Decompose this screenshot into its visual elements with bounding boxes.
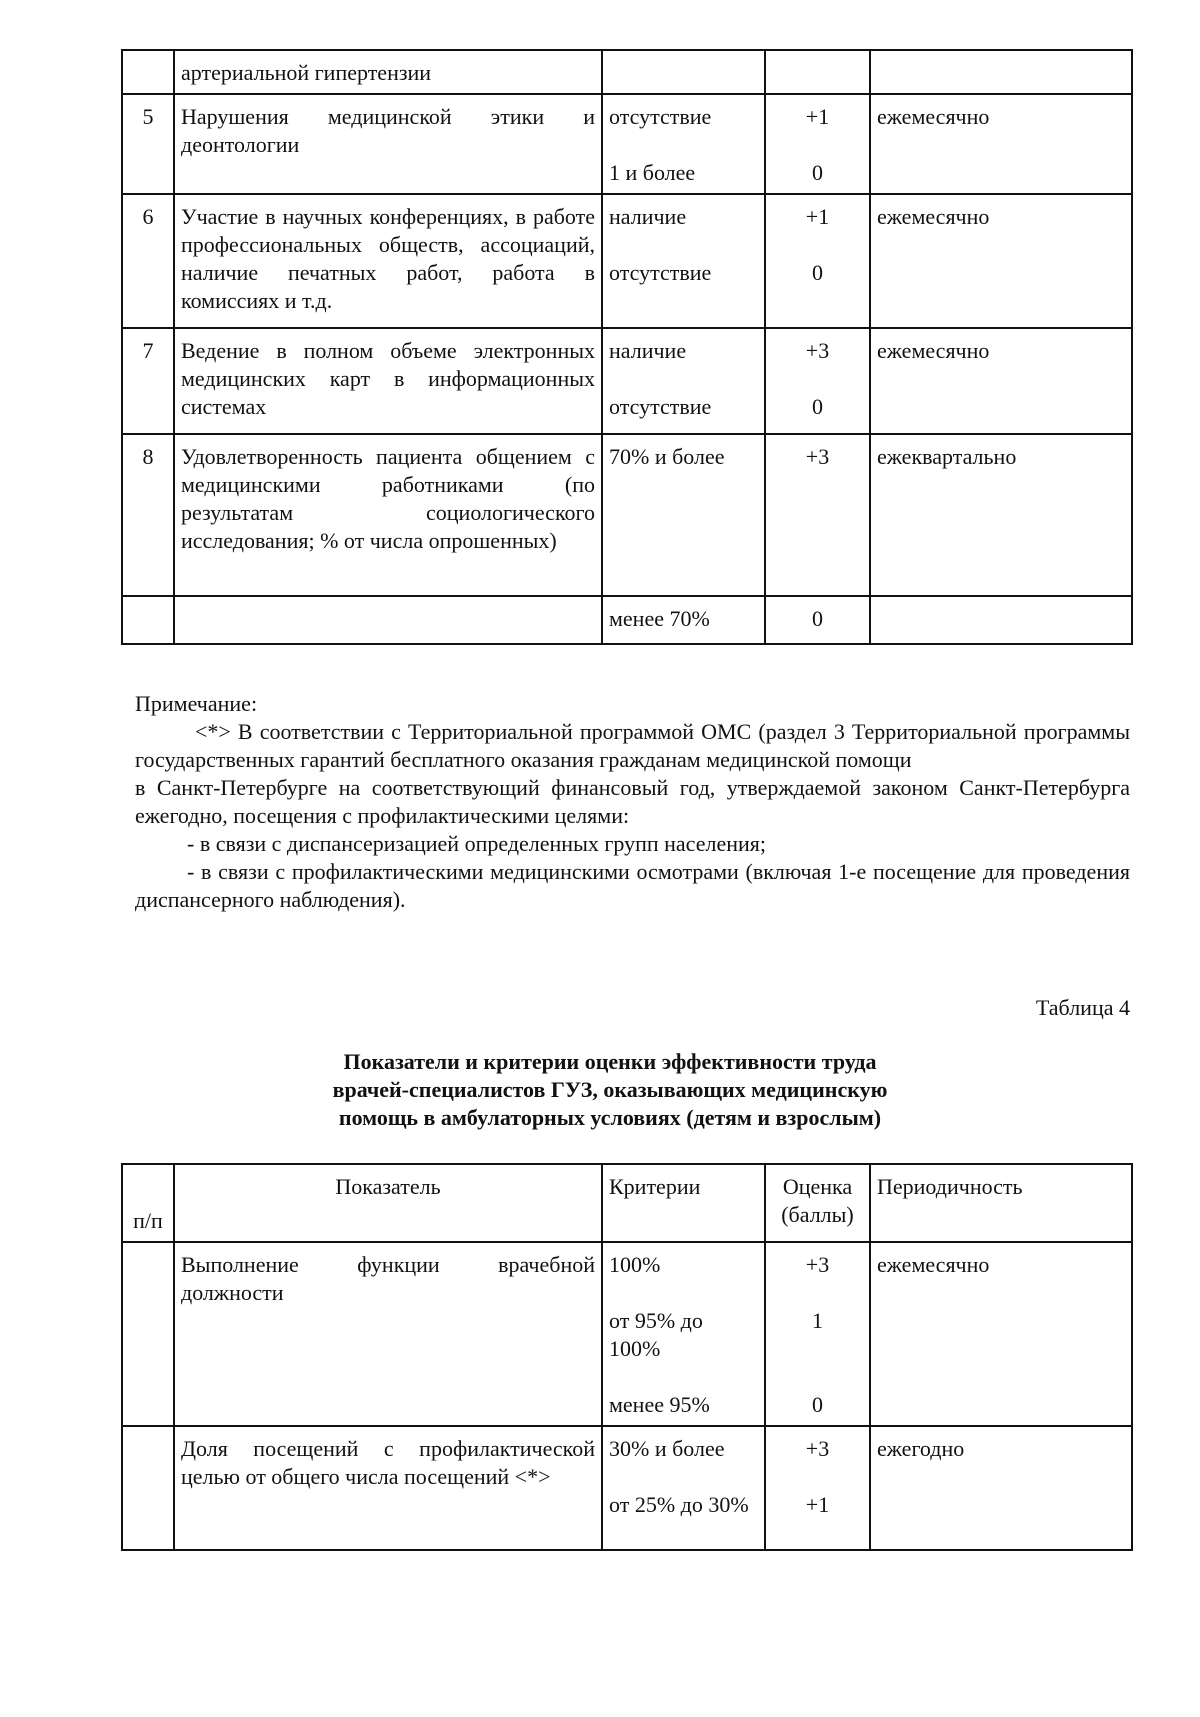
table-row — [122, 434, 1132, 596]
score-cell: +3 — [765, 434, 870, 596]
criteria-table-3 — [121, 49, 1133, 645]
indicator-cell: артериальной гипертензии — [174, 50, 602, 94]
score-cell: +3 1 0 — [765, 1242, 870, 1426]
period-cell — [870, 596, 1132, 644]
indicator-cell: Удовлетворенность пациента общением с медицинскими работниками (по результатам социологического исследования; % от числа опрошенных) — [174, 434, 602, 596]
note-paragraph: в Санкт-Петербурге на соответствующий финансовый год, утверждаемой законом Санкт-Петербурга ежегодно, посещения с профилактическими целями: — [135, 775, 1130, 828]
criteria-cell: 70% и более — [602, 434, 765, 596]
score-cell — [765, 50, 870, 94]
table-title: Показатели и критерии оценки эффективности труда врачей-специалистов ГУЗ, оказывающих медицинскую помощь в амбулаторных условиях (детям и взрослым) — [332, 1049, 888, 1130]
indicator-cell: Выполнение функции врачебной должности — [174, 1242, 602, 1426]
column-header-indicator: Показатель — [174, 1164, 602, 1242]
criteria-cell: 100% от 95% до 100% менее 95% — [602, 1242, 765, 1426]
period-cell: ежемесячно — [870, 328, 1132, 434]
column-header-num: п/п — [122, 1164, 174, 1242]
row-number: 5 — [122, 94, 174, 194]
table-row — [122, 194, 1132, 328]
period-cell: ежегодно — [870, 1426, 1132, 1550]
row-number — [122, 596, 174, 644]
table-row — [122, 1242, 1132, 1426]
score-cell: 0 — [765, 596, 870, 644]
indicator-cell: Ведение в полном объеме электронных медицинских карт в информационных системах — [174, 328, 602, 434]
note-paragraph: <*> В соответствии с Территориальной программой ОМС (раздел 3 Территориальной программы государственных гарантий бесплатного оказания гражданам медицинской помощи — [135, 719, 1130, 772]
footnote-block — [135, 690, 1130, 914]
period-cell: ежемесячно — [870, 1242, 1132, 1426]
criteria-table-4 — [121, 1163, 1133, 1551]
criteria-cell: наличие отсутствие — [602, 328, 765, 434]
note-heading: Примечание: — [135, 691, 258, 716]
table-row — [122, 1426, 1132, 1550]
row-number: 6 — [122, 194, 174, 328]
table-header-row — [122, 1164, 1132, 1242]
period-cell — [870, 50, 1132, 94]
score-cell: +3 +1 — [765, 1426, 870, 1550]
indicator-cell — [174, 596, 602, 644]
column-header-period: Периодичность — [870, 1164, 1132, 1242]
indicator-cell: Нарушения медицинской этики и деонтологии — [174, 94, 602, 194]
row-number: 7 — [122, 328, 174, 434]
row-number: 8 — [122, 434, 174, 596]
column-header-criteria: Критерии — [602, 1164, 765, 1242]
table-row — [122, 94, 1132, 194]
table-label: Таблица 4 — [1035, 995, 1130, 1020]
period-cell: ежемесячно — [870, 94, 1132, 194]
period-cell: ежемесячно — [870, 194, 1132, 328]
table-row — [122, 328, 1132, 434]
note-list-item: - в связи с профилактическими медицинскими осмотрами (включая 1-е посещение для проведения диспансерного наблюдения). — [135, 859, 1130, 912]
indicator-cell: Доля посещений с профилактической целью от общего числа посещений <*> — [174, 1426, 602, 1550]
row-number — [122, 1426, 174, 1550]
score-cell: +1 0 — [765, 194, 870, 328]
note-list-item: - в связи с диспансеризацией определенных групп населения; — [187, 831, 766, 856]
criteria-cell: наличие отсутствие — [602, 194, 765, 328]
criteria-cell: отсутствие 1 и более — [602, 94, 765, 194]
indicator-cell: Участие в научных конференциях, в работе профессиональных обществ, ассоциаций, наличие печатных работ, работа в комиссиях и т.д. — [174, 194, 602, 328]
row-number — [122, 50, 174, 94]
score-cell: +3 0 — [765, 328, 870, 434]
criteria-cell: 30% и более от 25% до 30% — [602, 1426, 765, 1550]
column-header-score: Оценка (баллы) — [765, 1164, 870, 1242]
period-cell: ежеквартально — [870, 434, 1132, 596]
table-row — [122, 596, 1132, 644]
criteria-cell — [602, 50, 765, 94]
row-number — [122, 1242, 174, 1426]
criteria-cell: менее 70% — [602, 596, 765, 644]
score-cell: +1 0 — [765, 94, 870, 194]
table-row — [122, 50, 1132, 94]
